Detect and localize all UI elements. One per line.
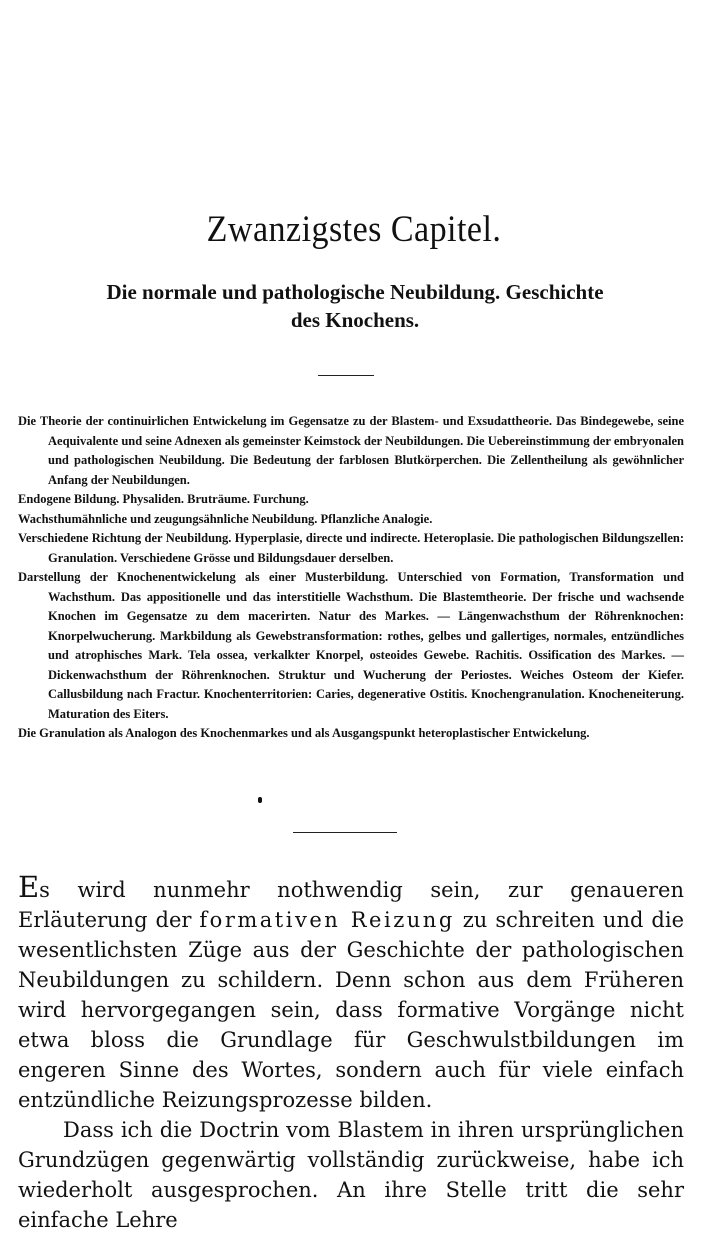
summary-item: Wachsthumähnliche und zeugungsähnliche Neubildung. Pflanzliche Analogie. [18, 511, 433, 526]
emphasis-formative-reizung: formativen Reizung [199, 908, 455, 932]
chapter-title: Zwanzigstes Capitel. [206, 209, 502, 250]
summary-item: Verschiedene Richtung der Neubildung. Hyperplasie, directe und indirecte. Heteroplasie. Die pathologischen Bildungszellen: Granulation. Verschiedene Grösse und Bildungsdauer derselben. [18, 531, 684, 565]
summary-item: Darstellung der Knochenentwickelung als einer Musterbildung. Unterschied von Formation, Transformation und Wachsthum. Das appositionelle und das interstitielle Wachsthum. Die Blastemtheorie. Der frische und wachsende Knochen im Gegensatze zu dem macerirten. Natur des Markes. — Längenwachsthum der Röhrenknochen: Knorpelwucherung. Markbildung als Gewebstransformation: rothes, gelbes und gallertiges, normales, entzündliches und atrophisches Mark. Tela ossea, verkalkter Knorpel, osteoides Gewebe. Rachitis. Ossification des Markes. — Dickenwachsthum der Röhrenknochen. Struktur und Wucherung der Periostes. Weiches Osteom der Kiefer. Callusbildung nach Fractur. Knochenterritorien: Caries, degenerative Ostitis. Knochengranulation. Knocheneiterung. Maturation des Eiters. [18, 570, 684, 721]
chapter-subtitle [30, 278, 680, 334]
summary-item: Die Granulation als Analogon des Knochenmarkes und als Ausgangspunkt heteroplastischer Entwickelung. [18, 726, 590, 740]
body-paragraph-1 [18, 872, 684, 1115]
drop-cap: E [18, 870, 40, 904]
chapter-summary [18, 412, 684, 744]
summary-item: Die Theorie der continuirlichen Entwickelung im Gegensatze zu der Blastem- und Exsudattheorie. Das Bindegewebe, seine Aequivalente und seine Adnexen als gemeinster Keimstock der Neubildungen. Die Uebereinstimmung der embryonalen und pathologischen Neubildung. Die Bedeutung der farblosen Blutkörperchen. Die Zellentheilung als gewöhnlicher Anfang der Neubildungen. [18, 414, 684, 487]
subtitle-line-2: des Knochens. [290, 308, 420, 332]
subtitle-line-1: Die normale und pathologische Neubildung. Geschichte [106, 280, 604, 304]
long-divider [293, 832, 397, 833]
body-text [18, 872, 684, 1235]
summary-item: Endogene Bildung. Physaliden. Bruträume. Furchung. [18, 492, 309, 506]
short-divider [318, 375, 374, 376]
body-paragraph-1-start: s wird nunmehr nothwendig sein, zur genaueren Erläuterung der [18, 878, 684, 932]
body-paragraph-2: Dass ich die Doctrin vom Blastem in ihren ursprünglichen Grundzügen gegenwärtig vollständig zurückweise, habe ich wiederholt ausgesprochen. An ihre Stelle tritt die sehr einfache Lehre [18, 1118, 684, 1232]
ink-speck [258, 797, 262, 803]
body-paragraph-1-rest: zu schreiten und die wesentlichsten Züge aus der Geschichte der pathologischen Neubildungen zu schildern. Denn schon aus dem Früheren wird hervorgegangen sein, dass formative Vorgänge nicht etwa bloss die Grundlage für Geschwulstbildungen im engeren Sinne des Wortes, sondern auch für viele einfach entzündliche Reizungsprozesse bilden. [18, 908, 684, 1112]
